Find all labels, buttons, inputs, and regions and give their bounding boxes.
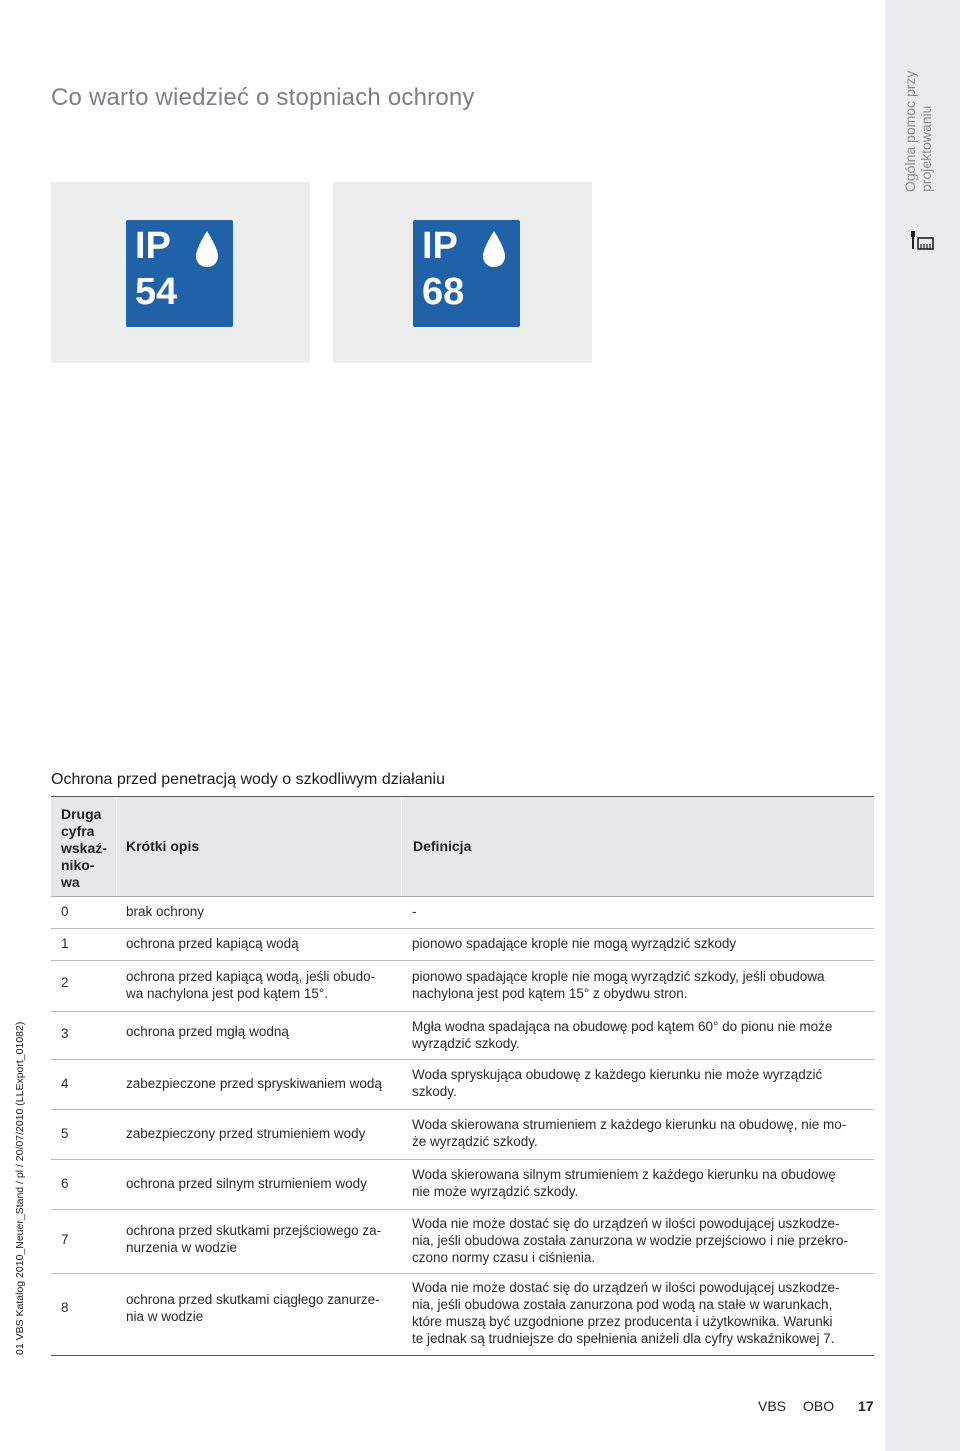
footer-brand-obo: OBO	[803, 1398, 835, 1414]
table-row	[51, 1210, 874, 1274]
definition-cell: pionowo spadające krople nie mogą wyrządzić szkody	[412, 936, 737, 951]
digit-cell: 1	[61, 936, 69, 951]
ip68-badge	[413, 220, 520, 327]
table-row	[51, 961, 874, 1012]
header-definition: Definicja	[413, 838, 472, 854]
definition-cell: Woda nie może dostać się do urządzeń w ilości powodującej uszkodze- nia, jeśli obudowa została zanurzona pod wodą na stałe w warunkach, które muszą być uzgodnione przez producenta i użytkownika. Warunki te jednak są trudniejsze do spełnienia aniżeli dla cyfry wskaźnikowej 7.	[412, 1280, 840, 1346]
table-row	[51, 897, 874, 929]
short-description-cell: ochrona przed kapiącą wodą	[126, 936, 299, 951]
definition-cell: -	[412, 904, 417, 919]
definition-cell: Woda spryskująca obudowę z każdego kierunku nie może wyrządzić szkody.	[412, 1067, 823, 1099]
water-drop-icon	[194, 230, 220, 268]
short-description-cell: zabezpieczone przed spryskiwaniem wodą	[126, 1076, 382, 1091]
print-margin-note: 01 VBS Katalog 2010_Neuer_Stand / pl / 20/07/2010 (LLExport_01082)	[14, 1021, 26, 1355]
ruler-screwdriver-icon	[910, 230, 934, 252]
footer-brand-vbs: VBS	[758, 1398, 787, 1414]
badge-panel-ip68	[333, 182, 592, 363]
page-number: 17	[858, 1398, 874, 1414]
side-tab-label: Ogólna pomoc przy projektowaniu	[902, 70, 934, 192]
table-header	[51, 797, 874, 897]
ip-code: 54	[135, 271, 178, 313]
ip-prefix: IP	[135, 225, 171, 267]
short-description-cell: zabezpieczony przed strumieniem wody	[126, 1126, 366, 1141]
definition-cell: Woda skierowana silnym strumieniem z każdego kierunku na obudowę nie może wyrządzić szkody.	[412, 1167, 836, 1199]
header-short-description: Krótki opis	[126, 838, 200, 854]
table-row	[51, 1012, 874, 1060]
badge-panel-ip54	[51, 182, 310, 363]
short-description-cell: ochrona przed mgłą wodną	[126, 1024, 289, 1039]
ip54-badge	[126, 220, 233, 327]
definition-cell: Mgła wodna spadająca na obudowę pod kątem 60° do pionu nie może wyrządzić szkody.	[412, 1019, 833, 1051]
water-drop-icon	[481, 230, 507, 268]
definition-cell: pionowo spadające krople nie mogą wyrządzić szkody, jeśli obudowa nachylona jest pod kątem 15° z obydwu stron.	[412, 969, 825, 1001]
short-description-cell: ochrona przed kapiącą wodą, jeśli obudo- wa nachylona jest pod kątem 15°.	[126, 969, 376, 1001]
header-digit: Druga cyfra wskaź- niko- wa	[61, 806, 107, 890]
digit-cell: 0	[61, 904, 69, 919]
table-row	[51, 929, 874, 961]
ip-prefix: IP	[422, 225, 458, 267]
definition-cell: Woda nie może dostać się do urządzeń w ilości powodującej uszkodze- nia, jeśli obudowa została zanurzona w wodzie przejściowo i nie przekro- czono normy czasu i ciśnienia.	[412, 1216, 848, 1265]
digit-cell: 6	[61, 1176, 69, 1191]
short-description-cell: ochrona przed skutkami przejściowego za- nurzenia w wodzie	[126, 1223, 382, 1255]
digit-cell: 2	[61, 975, 69, 990]
table-row	[51, 1110, 874, 1160]
short-description-cell: ochrona przed skutkami ciągłego zanurze- nia w wodzie	[126, 1292, 380, 1324]
short-description-cell: ochrona przed silnym strumieniem wody	[126, 1176, 367, 1191]
table-row	[51, 1160, 874, 1210]
digit-cell: 5	[61, 1126, 69, 1141]
digit-cell: 7	[61, 1232, 69, 1247]
short-description-cell: brak ochrony	[126, 904, 205, 919]
definition-cell: Woda skierowana strumieniem z każdego kierunku na obudowę, nie mo- że wyrządzić szkody.	[412, 1117, 847, 1149]
digit-cell: 4	[61, 1076, 69, 1091]
page-title: Co warto wiedzieć o stopniach ochrony	[51, 84, 475, 111]
table-title: Ochrona przed penetracją wody o szkodliwym działaniu	[51, 771, 445, 788]
digit-cell: 8	[61, 1300, 69, 1315]
side-band	[885, 0, 960, 1451]
table-row	[51, 1274, 874, 1356]
ip-code: 68	[422, 271, 465, 313]
digit-cell: 3	[61, 1026, 69, 1041]
table-row	[51, 1060, 874, 1110]
protection-table	[51, 796, 874, 1346]
